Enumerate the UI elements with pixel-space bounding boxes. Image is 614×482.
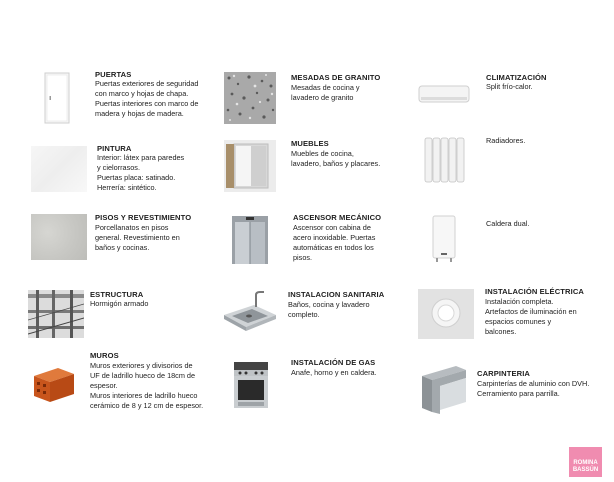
door-image (31, 72, 83, 124)
ascensor-title: ASCENSOR MECÁNICO (293, 213, 382, 222)
muebles-title: MUEBLES (291, 139, 329, 148)
pintura-description: Interior: látex para paredes y cielorrasos. Puertas placa: satinado. Herrería: sintético. (97, 153, 185, 193)
electrica-title: INSTALACIÓN ELÉCTRICA (485, 287, 584, 296)
puertas-title: PUERTAS (95, 70, 132, 79)
porcelain-tile-image (31, 214, 87, 260)
radiadores-description: Radiadores. (486, 136, 526, 145)
gas-description: Anafe, horno y en caldera. (291, 368, 377, 377)
estructura-title: ESTRUCTURA (90, 290, 144, 299)
brick-image (28, 358, 80, 406)
mesadas-description: Mesadas de cocina y lavadero de granito (291, 83, 360, 103)
wardrobe-image (224, 140, 276, 192)
paint-texture-image (31, 146, 87, 192)
climatizacion-description: Split frío-calor. (486, 82, 533, 91)
muros-title: MUROS (90, 351, 119, 360)
estructura-description: Hormigón armado (90, 299, 149, 308)
logo-line1: ROMINA (573, 460, 598, 466)
elevator-image (224, 214, 276, 266)
muebles-description: Muebles de cocina, lavadero, baños y placares. (291, 149, 381, 169)
concrete-structure-image (28, 290, 84, 338)
sink-image (222, 289, 278, 341)
radiator-image (419, 134, 469, 186)
aluminum-profile-image (416, 362, 472, 416)
granite-image (224, 72, 276, 124)
boiler-image (424, 213, 464, 265)
carpinteria-title: CARPINTERIA (477, 369, 530, 378)
sanitaria-description: Baños, cocina y lavadero completo. (288, 300, 370, 320)
stove-image (226, 360, 276, 410)
puertas-description: Puertas exteriores de seguridad con marco y hojas de chapa. Puertas interiores con marco de madera y hojas de madera. (95, 79, 199, 119)
pisos-title: PISOS Y REVESTIMIENTO (95, 213, 192, 222)
ceiling-light-image (418, 289, 474, 339)
climatizacion-title: CLIMATIZACIÓN (486, 73, 547, 82)
split-ac-image (416, 74, 472, 114)
ascensor-description: Ascensor con cabina de acero inoxidable. Puertas automáticas en todos los pisos. (293, 223, 376, 263)
electrica-description: Instalación completa. Artefactos de iluminación en espacios comunes y balcones. (485, 297, 577, 337)
muros-description: Muros exteriores y divisorios de UF de ladrillo hueco de 18cm de espesor. Muros interiores de ladrillo hueco cerámico de 8 y 12 cm de espesor. (90, 361, 204, 411)
pintura-title: PINTURA (97, 144, 132, 153)
mesadas-title: MESADAS DE GRANITO (291, 73, 381, 82)
gas-title: INSTALACIÓN DE GAS (291, 358, 376, 367)
brand-logo (569, 447, 602, 477)
carpinteria-description: Carpinterías de aluminio con DVH. Cerramiento para parrilla. (477, 379, 590, 399)
caldera-description: Caldera dual. (486, 219, 530, 228)
pisos-description: Porcellanatos en pisos general. Revestimiento en baños y cocinas. (95, 223, 180, 253)
sanitaria-title: INSTALACION SANITARIA (288, 290, 385, 299)
logo-line2: BASSÚN (572, 467, 599, 473)
